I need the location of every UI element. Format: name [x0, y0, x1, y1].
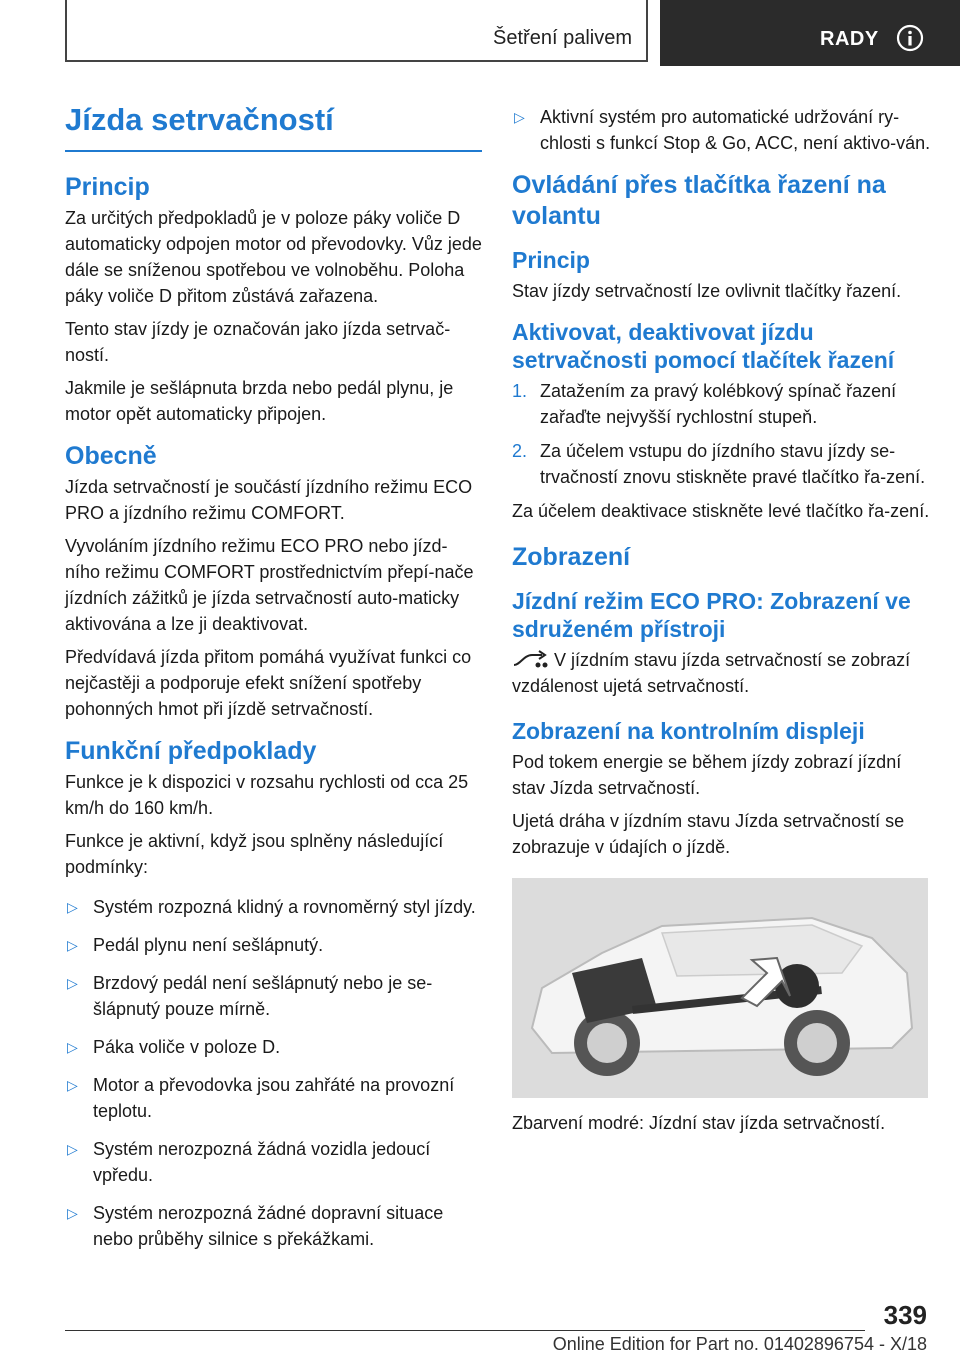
footer-edition: Online Edition for Part no. 01402896754 - X/18	[552, 1334, 927, 1354]
triangle-bullet-icon: ▷	[67, 975, 78, 991]
condition-list	[65, 894, 482, 1252]
heading-predpoklady: Funkční předpoklady	[65, 737, 317, 765]
paragraph: Funkce je aktivní, když jsou splněny následující podmínky:	[65, 831, 444, 877]
coasting-mode-icon	[512, 649, 548, 669]
car-drivetrain-illustration	[512, 878, 928, 1098]
heading-princip: Princip	[65, 173, 150, 201]
paragraph: Předvídavá jízda přitom pomáhá využívat funkci co nejčastěji a podporuje efekt snížení spotřeby pohonných hmot při jízdě setrvačností.	[65, 647, 472, 719]
list-item: ▷ Pedál plynu není sešlápnutý.	[65, 932, 482, 958]
paragraph: Ujetá dráha v jízdním stavu Jízda setrvačností se zobrazuje v údajích o jízdě.	[512, 811, 905, 857]
paragraph: Za určitých předpokladů je v poloze páky voliče D automaticky odpojen motor od převodovky. Vůz jede dále se sníženou spotřebou ve volnoběhu. Poloha páky voliče D přitom zůstává zařazena.	[65, 208, 482, 306]
page-number: 339	[883, 1300, 927, 1330]
title-rule	[65, 150, 482, 152]
section-title: Šetření palivem	[493, 27, 632, 49]
list-item: 1. Zatažením za pravý kolébkový spínač řazení zařaďte nejvyšší rychlostní stupeň.	[512, 381, 897, 427]
car-illustration	[512, 878, 928, 1098]
steps-list	[512, 378, 932, 490]
left-column	[65, 92, 482, 1264]
paragraph: Tento stav jízdy je označován jako jízda setrvač‐ností.	[65, 319, 451, 365]
list-item: ▷ Páka voliče v poloze D.	[65, 1034, 482, 1060]
list-item: ▷ Aktivní systém pro automatické udržování ry‐chlosti s funkcí Stop & Go, ACC, není aktivo‐ván.	[512, 104, 932, 156]
right-column	[512, 92, 932, 1136]
list-item: ▷ Brzdový pedál není sešlápnutý nebo je se‐šlápnutý pouze mírně.	[65, 970, 482, 1022]
condition-list-continued	[512, 104, 932, 156]
triangle-bullet-icon: ▷	[67, 1039, 78, 1055]
paragraph: Jízda setrvačností je součástí jízdního režimu ECO PRO a jízdního režimu COMFORT.	[65, 477, 473, 523]
footer-rule	[65, 1330, 865, 1331]
list-item: ▷ Motor a převodovka jsou zahřáté na provozní teplotu.	[65, 1072, 482, 1124]
paragraph: Vyvoláním jízdního režimu ECO PRO nebo jízd‐ního režimu COMFORT prostřednictvím přepí‐nače jízdních zážitků je jízda setrvačností auto‐maticky aktivována a lze ji deaktivovat.	[65, 536, 474, 634]
figure-caption: Zbarvení modré: Jízdní stav jízda setrvačností.	[512, 1113, 886, 1133]
info-circle-icon	[896, 24, 924, 52]
heading-princip-2: Princip	[512, 247, 590, 273]
chapter-title: RADY	[820, 28, 879, 50]
triangle-bullet-icon: ▷	[67, 1077, 78, 1093]
heading-obecne: Obecně	[65, 442, 157, 470]
triangle-bullet-icon: ▷	[514, 109, 525, 125]
paragraph: Jakmile je sešlápnuta brzda nebo pedál plynu, je motor opět automaticky připojen.	[65, 378, 454, 424]
paragraph: Za účelem deaktivace stiskněte levé tlačítko řa‐zení.	[512, 501, 930, 521]
chapter-tab	[660, 0, 960, 66]
triangle-bullet-icon: ▷	[67, 899, 78, 915]
heading-display: Zobrazení na kontrolním displeji	[512, 718, 865, 744]
list-item: 2. Za účelem vstupu do jízdního stavu jízdy se‐trvačností znovu stiskněte pravé tlačítko řa‐zení.	[512, 441, 926, 487]
page-header	[0, 0, 960, 66]
triangle-bullet-icon: ▷	[67, 1141, 78, 1157]
list-item: ▷ Systém nerozpozná žádné dopravní situace nebo průběhy silnice s překážkami.	[65, 1200, 482, 1252]
heading-ovladani: Ovládání přes tlačítka řazení na volantu	[512, 171, 886, 230]
page-title: Jízda setrvačností	[65, 102, 334, 137]
paragraph: Stav jízdy setrvačností lze ovlivnit tlačítky řazení.	[512, 281, 902, 301]
section-tab	[65, 0, 648, 62]
paragraph: Pod tokem energie se během jízdy zobrazí jízdní stav Jízda setrvačností.	[512, 752, 902, 798]
eco-paragraph: V jízdním stavu jízda setrvačností se zobrazí vzdálenost ujetá setrvačností.	[512, 650, 911, 696]
list-item: ▷ Systém rozpozná klidný a rovnoměrný styl jízdy.	[65, 894, 482, 920]
heading-zobrazeni: Zobrazení	[512, 543, 631, 571]
heading-eco-pro: Jízdní režim ECO PRO: Zobrazení ve sdruženém přístroji	[512, 588, 911, 642]
paragraph: Funkce je k dispozici v rozsahu rychlosti od cca 25 km/h do 160 km/h.	[65, 772, 469, 818]
list-item: ▷ Systém nerozpozná žádná vozidla jedoucí vpředu.	[65, 1136, 482, 1188]
triangle-bullet-icon: ▷	[67, 1205, 78, 1221]
triangle-bullet-icon: ▷	[67, 937, 78, 953]
heading-aktivovat: Aktivovat, deaktivovat jízdu setrvačnosti pomocí tlačítek řazení	[512, 319, 895, 373]
